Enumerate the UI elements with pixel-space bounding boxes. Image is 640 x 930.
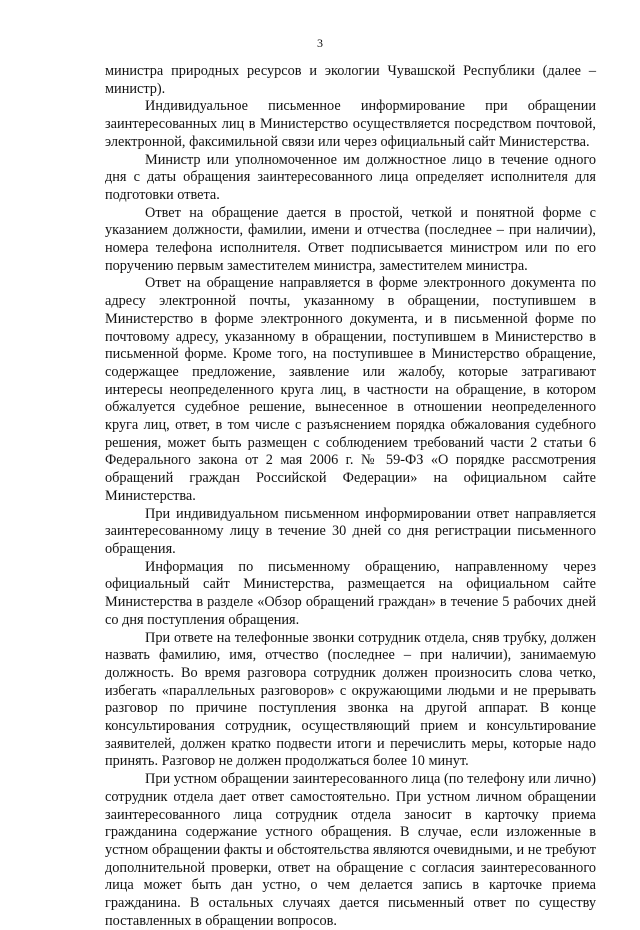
paragraph-3: Министр или уполномоченное им должностное лицо в течение одного дня с даты обращения заинтересованного лица определяет исполнителя для подготовки ответа. (105, 151, 596, 203)
paragraph-6: При индивидуальном письменном информировании ответ направляется заинтересованному лицу в течение 30 дней со дня регистрации письменного обращения. (105, 505, 596, 557)
page-number: 3 (317, 36, 323, 50)
paragraph-8: При ответе на телефонные звонки сотрудник отдела, сняв трубку, должен назвать фамилию, имя, отчество (последнее – при наличии), занимаемую должность. Во время разговора сотрудник должен произносить слова четко, избегать «параллельных разговоров» с окружающими людьми и не прерывать разговор по причине поступления звонка на другой аппарат. В конце консультирования сотрудник, осуществляющий прием и консультирование заявителей, должен кратко подвести итоги и перечислить меры, которые надо принять. Разговор не должен продолжаться более 10 минут. (105, 629, 596, 770)
document-body (105, 63, 596, 930)
paragraph-9: При устном обращении заинтересованного лица (по телефону или лично) сотрудник отдела дает ответ самостоятельно. При устном личном обращении заинтересованного лица сотрудник отдела заносит в карточку приема гражданина содержание устного обращения. В случае, если изложенные в устном обращении факты и обстоятельства являются очевидными, и не требуют дополнительной проверки, ответ на обращение с согласия заинтересованного лица может быть дан устно, о чем делается запись в карточке приема гражданина. В остальных случаях дается письменный ответ по существу поставленных в обращении вопросов. (105, 771, 596, 929)
paragraph-4: Ответ на обращение дается в простой, четкой и понятной форме с указанием должности, фамилии, имени и отчества (последнее – при наличии), номера телефона исполнителя. Ответ подписывается министром или по его поручению первым заместителем министра, заместителем министра. (105, 204, 596, 274)
paragraph-5: Ответ на обращение направляется в форме электронного документа по адресу электронной почты, указанному в обращении, поступившем в Министерство в форме электронного документа, и в письменной форме по почтовому адресу, указанному в обращении, поступившем в Министерство в письменной форме. Кроме того, на поступившее в Министерство обращение, содержащее предложение, заявление или жалобу, которые затрагивают интересы неопределенного круга лиц, в частности на обращение, в котором обжалуется судебное решение, вынесенное в отношении неопределенного круга лиц, ответ, в том числе с разъяснением порядка обжалования судебного решения, может быть размещен с соблюдением требований части 2 статьи 6 Федерального закона от 2 мая 2006 г. № 59-ФЗ «О порядке рассмотрения обращений граждан Российской Федерации» на официальном сайте Министерства. (105, 275, 596, 504)
paragraph-1: министра природных ресурсов и экологии Чувашской Республики (далее – министр). (105, 63, 596, 97)
paragraph-2: Индивидуальное письменное информирование при обращении заинтересованных лиц в Министерство осуществляется посредством почтовой, электронной, факсимильной связи или через официальный сайт Министерства. (105, 98, 596, 150)
paragraph-7: Информация по письменному обращению, направленному через официальный сайт Министерства, размещается на официальном сайте Министерства в разделе «Обзор обращений граждан» в течение 5 рабочих дней со дня поступления обращения. (105, 558, 596, 628)
